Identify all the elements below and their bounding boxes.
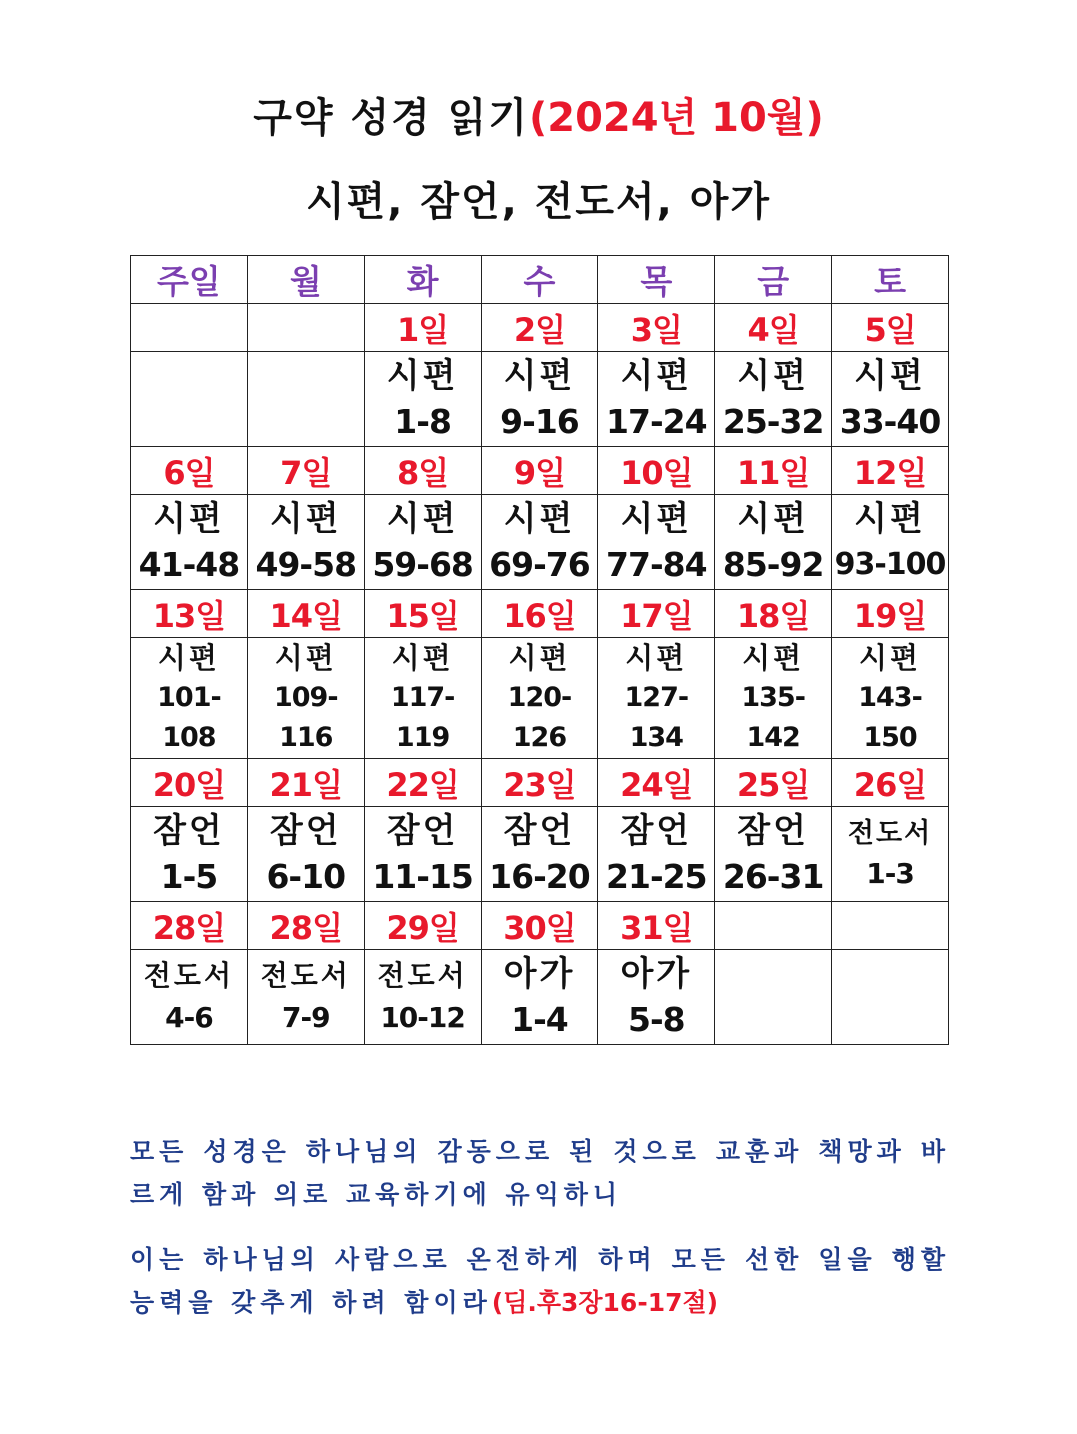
reading-book: 잠언 [269, 811, 342, 851]
date-cell: 23일 [481, 759, 598, 807]
reading-cell [364, 352, 481, 447]
reading-book: 시편 [737, 499, 809, 539]
reading-cell [364, 807, 481, 902]
reading-book: 시편 [153, 499, 225, 539]
date-cell: 28일 [131, 902, 248, 950]
reading-range: 10-12 [380, 1001, 465, 1034]
reading-range: 49-58 [255, 545, 357, 584]
reading-row [131, 638, 949, 759]
reading-cell [598, 950, 715, 1045]
date-row [131, 590, 949, 638]
date-cell: 18일 [715, 590, 832, 638]
reading-range: 21-25 [606, 857, 707, 896]
reading-cell [481, 950, 598, 1045]
date-cell: 20일 [131, 759, 248, 807]
reading-cell [481, 638, 598, 759]
reading-book: 시편 [274, 641, 337, 675]
reading-book: 시편 [269, 499, 342, 539]
date-cell: 21일 [247, 759, 364, 807]
reading-book: 시편 [386, 356, 459, 396]
reading-book: 시편 [625, 641, 688, 675]
reading-cell [364, 950, 481, 1045]
reading-cell [832, 807, 949, 902]
reading-range: 4-6 [165, 1001, 213, 1034]
reading-cell [247, 950, 364, 1045]
date-cell: 12일 [832, 447, 949, 495]
reading-range: 1-4 [511, 1000, 568, 1039]
date-cell: 14일 [247, 590, 364, 638]
reading-range: 135-142 [741, 682, 805, 753]
date-cell: 7일 [247, 447, 364, 495]
date-row [131, 759, 949, 807]
reading-cell [481, 495, 598, 590]
reading-range: 17-24 [606, 402, 707, 441]
reading-cell [832, 950, 949, 1045]
date-cell [715, 902, 832, 950]
reading-cell [247, 807, 364, 902]
date-cell: 24일 [598, 759, 715, 807]
date-cell: 13일 [131, 590, 248, 638]
reading-book: 시편 [854, 499, 926, 539]
weekday-fri: 금 [715, 256, 832, 304]
reading-range: 101-108 [157, 682, 221, 753]
reading-cell [364, 495, 481, 590]
reading-row [131, 950, 949, 1045]
date-cell: 2일 [481, 304, 598, 352]
reading-range: 1-3 [866, 857, 914, 890]
verse-paragraph-2 [130, 1238, 950, 1324]
weekday-thu: 목 [598, 256, 715, 304]
reading-range: 5-8 [627, 1000, 685, 1039]
reading-range: 16-20 [489, 857, 590, 896]
reading-book: 시편 [737, 356, 809, 396]
reading-cell [598, 638, 715, 759]
reading-range: 127-134 [624, 682, 689, 753]
weekday-header-row [131, 256, 949, 304]
date-cell: 11일 [715, 447, 832, 495]
date-cell: 15일 [364, 590, 481, 638]
date-cell: 26일 [832, 759, 949, 807]
date-cell: 10일 [598, 447, 715, 495]
date-cell: 5일 [832, 304, 949, 352]
title-main: 구약 성경 읽기 [253, 95, 529, 141]
weekday-mon: 월 [247, 256, 364, 304]
reading-range: 26-31 [722, 857, 824, 896]
reading-book: 시편 [503, 356, 576, 396]
date-cell: 8일 [364, 447, 481, 495]
reading-book: 시편 [620, 356, 693, 396]
date-cell: 28일 [247, 902, 364, 950]
date-cell: 29일 [364, 902, 481, 950]
reading-cell [131, 807, 248, 902]
reading-book: 잠언 [737, 811, 809, 851]
reading-book: 아가 [503, 954, 576, 994]
reading-cell [715, 352, 832, 447]
reading-cell [832, 638, 949, 759]
title-year-month: (2024년 10월) [528, 95, 824, 141]
reading-range: 25-32 [722, 402, 824, 441]
reading-book: 전도서 [377, 959, 468, 992]
page-subtitle: 시편, 잠언, 전도서, 아가 [305, 179, 772, 225]
reading-cell [715, 807, 832, 902]
date-cell [247, 304, 364, 352]
reading-range: 69-76 [489, 545, 590, 584]
reading-cell [131, 638, 248, 759]
verse-reference: (딤.후3장16-17절) [491, 1288, 719, 1317]
reading-range: 11-15 [372, 857, 473, 896]
reading-cell [131, 495, 248, 590]
reading-row [131, 807, 949, 902]
reading-range: 9-16 [500, 402, 579, 441]
reading-range: 85-92 [722, 545, 824, 584]
date-cell: 4일 [715, 304, 832, 352]
reading-row [131, 352, 949, 447]
reading-cell [247, 352, 364, 447]
date-cell: 30일 [481, 902, 598, 950]
reading-range: 93-100 [834, 547, 946, 582]
date-row [131, 902, 949, 950]
reading-book: 전도서 [260, 959, 351, 992]
reading-book: 잠언 [153, 811, 225, 851]
reading-range: 1-5 [160, 857, 218, 896]
reading-cell [598, 352, 715, 447]
reading-book: 시편 [620, 499, 693, 539]
date-cell: 31일 [598, 902, 715, 950]
verse-text: 이는 하나님의 사람으로 온전하게 하며 모든 선한 일을 행할 능력을 갖추게 하려 함이라 [130, 1245, 950, 1317]
reading-range: 1-8 [394, 402, 451, 441]
date-cell: 3일 [598, 304, 715, 352]
reading-book: 시편 [859, 641, 922, 675]
date-cell: 22일 [364, 759, 481, 807]
reading-range: 6-10 [266, 857, 346, 896]
reading-book: 잠언 [503, 811, 576, 851]
reading-cell [715, 495, 832, 590]
reading-cell [598, 807, 715, 902]
reading-range: 120-126 [507, 682, 572, 753]
date-row [131, 304, 949, 352]
weekday-sun: 주일 [131, 256, 248, 304]
reading-range: 77-84 [606, 545, 707, 584]
reading-cell [481, 352, 598, 447]
reading-book: 전도서 [143, 959, 234, 992]
reading-cell [131, 352, 248, 447]
reading-cell [131, 950, 248, 1045]
reading-cell [832, 352, 949, 447]
reading-cell [247, 638, 364, 759]
reading-cell [715, 950, 832, 1045]
reading-book: 아가 [620, 954, 693, 994]
reading-range: 7-9 [281, 1001, 330, 1034]
date-cell [131, 304, 248, 352]
weekday-tue: 화 [364, 256, 481, 304]
date-cell: 19일 [832, 590, 949, 638]
reading-book: 시편 [391, 641, 454, 675]
date-cell [832, 902, 949, 950]
page-title [0, 86, 1077, 143]
reading-book: 시편 [508, 641, 571, 675]
date-cell: 17일 [598, 590, 715, 638]
weekday-sat: 토 [832, 256, 949, 304]
reading-cell [481, 807, 598, 902]
date-cell: 9일 [481, 447, 598, 495]
reading-range: 109-116 [273, 682, 338, 753]
date-row [131, 447, 949, 495]
reading-book: 잠언 [620, 811, 693, 851]
reading-book: 시편 [503, 499, 576, 539]
reading-book: 잠언 [386, 811, 459, 851]
date-cell: 25일 [715, 759, 832, 807]
reading-book: 시편 [157, 641, 220, 675]
reading-book: 시편 [742, 641, 805, 675]
reading-cell [364, 638, 481, 759]
reading-book: 전도서 [847, 818, 933, 849]
date-cell: 16일 [481, 590, 598, 638]
reading-cell [247, 495, 364, 590]
verse-paragraph-1: 모든 성경은 하나님의 감동으로 된 것으로 교훈과 책망과 바르게 함과 의로 교육하기에 유익하니 [130, 1137, 950, 1209]
weekday-wed: 수 [481, 256, 598, 304]
reading-book: 시편 [854, 356, 926, 396]
reading-range: 59-68 [372, 545, 473, 584]
date-cell: 6일 [131, 447, 248, 495]
reading-cell [598, 495, 715, 590]
reading-row [131, 495, 949, 590]
reading-book: 시편 [386, 499, 459, 539]
reading-cell [832, 495, 949, 590]
reading-range: 41-48 [138, 545, 240, 584]
reading-cell [715, 638, 832, 759]
reading-range: 117-119 [390, 682, 455, 753]
reading-range: 143-150 [858, 682, 922, 753]
date-cell: 1일 [364, 304, 481, 352]
reading-calendar [130, 255, 949, 1045]
reading-range: 33-40 [839, 402, 941, 441]
